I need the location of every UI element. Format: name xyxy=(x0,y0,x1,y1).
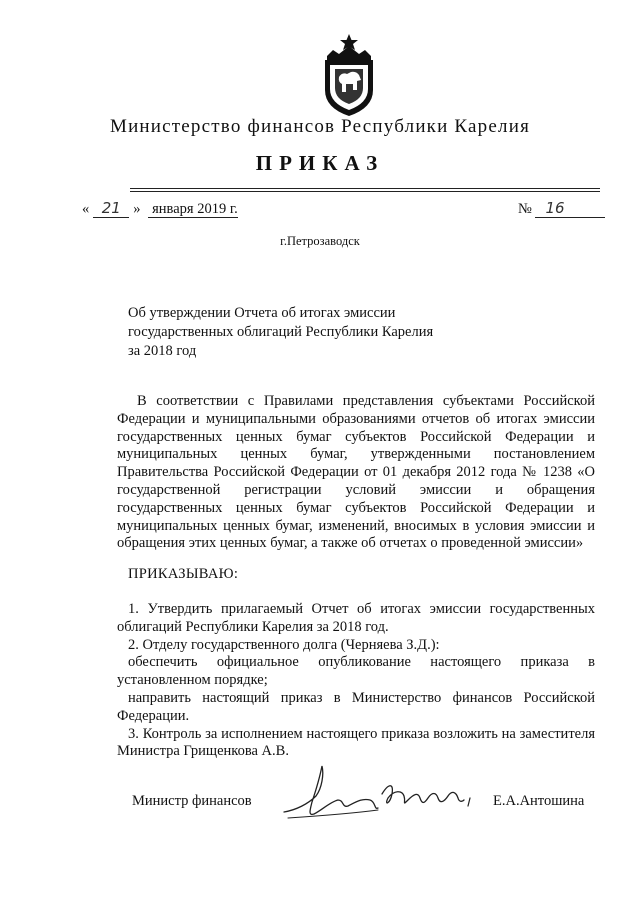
handwritten-signature-icon xyxy=(278,760,486,826)
subject-line: государственных облигаций Республики Карелия xyxy=(128,324,434,340)
order-keyword: ПРИКАЗЫВАЮ: xyxy=(128,566,239,582)
order-item: направить настоящий приказ в Министерство финансов Российской Федерации. xyxy=(117,689,595,724)
date-quote-open: « xyxy=(82,201,90,217)
document-number xyxy=(518,199,605,218)
document-city: г.Петрозаводск xyxy=(280,234,360,248)
ministry-name: Министерство финансов Республики Карелия xyxy=(109,116,531,137)
header-divider-top xyxy=(130,188,600,189)
signatory-title: Министр финансов xyxy=(132,793,252,809)
number-label: № xyxy=(518,201,532,217)
order-item: 3. Контроль за исполнением настоящего приказа возложить на заместителя Министра Грищенкова А.В. xyxy=(117,725,595,760)
subject-line: Об утверждении Отчета об итогах эмиссии xyxy=(128,305,396,321)
date-month-year: января 2019 г. xyxy=(148,201,238,218)
number-value: 16 xyxy=(535,199,605,218)
document-type-title: ПРИКАЗ xyxy=(255,151,385,175)
document-subject xyxy=(128,304,433,361)
header-divider-bottom xyxy=(130,191,600,192)
order-item: 2. Отделу государственного долга (Черняева З.Д.): xyxy=(128,636,440,653)
order-item: обеспечить официальное опубликование настоящего приказа в установленном порядке; xyxy=(117,654,595,689)
order-item: 1. Утвердить прилагаемый Отчет об итогах эмиссии государственных облигаций Республики Карелия за 2018 год. xyxy=(117,601,595,635)
karelia-coat-of-arms-icon xyxy=(317,32,381,118)
document-date xyxy=(78,199,238,218)
preamble-paragraph: В соответствии с Правилами представления субъектами Российской Федерации и муниципальными образованиями отчетов об итогах эмиссии государственных ценных бумаг субъектов Российской Федерации и муниципальных ценных бумаг, утвержденными постановлением Правительства Российской Федерации от 01 декабря 2012 года № 1238 «О государственной регистрации условий эмиссии и обращения государственных ценных бумаг субъектов Российской Федерации и муниципальных ценных бумаг, изменений, вносимых в условия эмиссии и обращения этих ценных бумаг, а также об отчетах о проведенной эмиссии» xyxy=(117,393,595,552)
date-quote-close: » xyxy=(133,201,141,217)
signatory-name: Е.А.Антошина xyxy=(493,793,585,809)
order-items xyxy=(117,601,595,761)
date-day: 21 xyxy=(93,199,129,218)
subject-line: за 2018 год xyxy=(128,343,197,359)
